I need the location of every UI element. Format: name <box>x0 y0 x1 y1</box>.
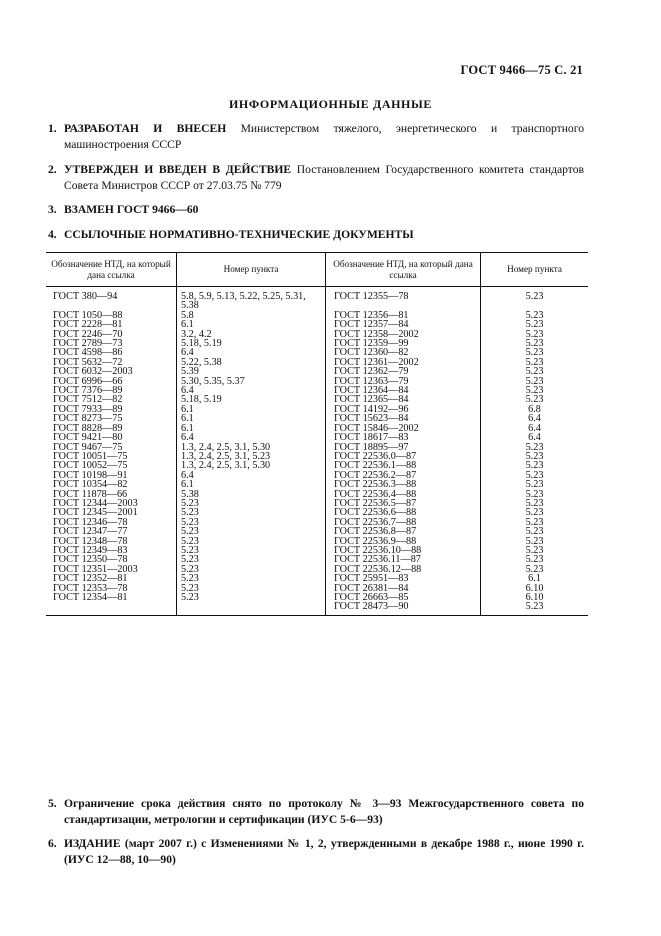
item-number: 5. <box>48 797 57 810</box>
ref-clause-right: 5.23 <box>481 367 589 376</box>
col-header-ntd-left: Обозначение НТД, на который дана ссылка <box>46 253 177 287</box>
ref-clause-right: 6.8 <box>481 405 589 414</box>
ref-doc-right: ГОСТ 22536.6—88 <box>326 508 481 517</box>
ref-doc-right: ГОСТ 14192—96 <box>326 405 481 414</box>
ref-doc-right: ГОСТ 22536.0—87 <box>326 452 481 461</box>
item-number: 1. <box>48 122 57 135</box>
ref-clause-left: 5.23 <box>177 518 326 527</box>
ref-clause-right: 5.23 <box>481 461 589 470</box>
ref-doc-left: ГОСТ 12347—77 <box>53 526 128 538</box>
info-item-1 <box>48 121 584 153</box>
ref-clause-left: 5.30, 5.35, 5.37 <box>177 377 326 386</box>
ref-doc-left: ГОСТ 11878—66 <box>53 488 128 500</box>
ref-doc-left: ГОСТ 12344—2003 <box>53 497 138 509</box>
item-number: 4. <box>48 228 57 241</box>
table-row <box>46 348 588 357</box>
ref-doc-right: ГОСТ 12359—99 <box>326 339 481 348</box>
ref-doc-left: ГОСТ 10051—75 <box>53 450 128 462</box>
ref-clause-right: 6.10 <box>481 593 589 602</box>
ref-clause-left: 3.2, 4.2 <box>177 330 326 339</box>
ref-doc-left: ГОСТ 7933—89 <box>53 403 123 415</box>
ref-clause-left: 5.23 <box>177 527 326 536</box>
info-item-2 <box>48 162 584 194</box>
ref-doc-right: ГОСТ 12356—81 <box>326 311 481 320</box>
ref-doc-right: ГОСТ 22536.12—88 <box>326 565 481 574</box>
ref-clause-left: 5.23 <box>177 499 326 508</box>
ref-clause-left: 5.39 <box>177 367 326 376</box>
ref-doc-left: ГОСТ 8828—89 <box>53 422 123 434</box>
item-bold: ССЫЛОЧНЫЕ НОРМАТИВНО-ТЕХНИЧЕСКИЕ ДОКУМЕНТЫ <box>64 228 414 241</box>
table-row <box>46 367 588 376</box>
ref-clause-right: 5.23 <box>481 471 589 480</box>
references-table <box>46 252 588 616</box>
ref-clause-left: 6.4 <box>177 433 326 442</box>
ref-clause-left: 5.38 <box>177 490 326 499</box>
table-row <box>46 602 588 615</box>
ref-clause-left: 1.3, 2.4, 2.5, 3.1, 5.30 <box>177 461 326 470</box>
item-number: 3. <box>48 203 57 216</box>
ref-doc-right: ГОСТ 12362—79 <box>326 367 481 376</box>
ref-doc-right: ГОСТ 12355—78 <box>326 287 481 311</box>
ref-clause-left: 6.4 <box>177 386 326 395</box>
ref-clause-right: 6.1 <box>481 574 589 583</box>
ref-doc-right: ГОСТ 28473—90 <box>326 602 481 615</box>
ref-doc-left <box>46 602 177 615</box>
ref-clause-right: 5.23 <box>481 358 589 367</box>
ref-clause-right: 5.23 <box>481 546 589 555</box>
table-row <box>46 433 588 442</box>
table-row <box>46 377 588 386</box>
ref-clause-right: 6.4 <box>481 414 589 423</box>
ref-doc-left: ГОСТ 1050—88 <box>53 309 123 321</box>
ref-doc-left: ГОСТ 12352—81 <box>53 573 128 585</box>
ref-clause-right: 5.23 <box>481 311 589 320</box>
ref-doc-right: ГОСТ 22536.5—87 <box>326 499 481 508</box>
info-item-3 <box>48 202 584 218</box>
page-title: ИНФОРМАЦИОННЫЕ ДАННЫЕ <box>229 97 432 111</box>
ref-clause-right: 5.23 <box>481 537 589 546</box>
ref-clause-right: 5.23 <box>481 480 589 489</box>
ref-doc-left: ГОСТ 6032—2003 <box>53 366 133 378</box>
ref-doc-right: ГОСТ 12361—2002 <box>326 358 481 367</box>
ref-doc-right: ГОСТ 22536.9—88 <box>326 537 481 546</box>
table-header-row <box>46 253 588 287</box>
info-item-6 <box>48 836 584 868</box>
ref-clause-right: 5.23 <box>481 555 589 564</box>
ref-clause-left: 5.8 <box>177 311 326 320</box>
ref-clause-right: 5.23 <box>481 602 589 615</box>
col-header-clause-left: Номер пункта <box>177 253 326 287</box>
ref-doc-left: ГОСТ 2228—81 <box>53 319 123 331</box>
ref-doc-left: ГОСТ 12350—78 <box>53 554 128 566</box>
ref-clause-left: 5.18, 5.19 <box>177 395 326 404</box>
ref-clause-left: 5.8, 5.9, 5.13, 5.22, 5.25, 5.31, 5.38 <box>177 287 326 311</box>
ref-doc-left: ГОСТ 380—94 <box>53 291 118 302</box>
ref-clause-right: 6.4 <box>481 424 589 433</box>
ref-doc-right: ГОСТ 12365—84 <box>326 395 481 404</box>
ref-clause-right: 5.23 <box>481 490 589 499</box>
ref-doc-right: ГОСТ 22536.1—88 <box>326 461 481 470</box>
ref-doc-right: ГОСТ 22536.8—87 <box>326 527 481 536</box>
ref-doc-right: ГОСТ 26663—85 <box>326 593 481 602</box>
table-row <box>46 287 588 311</box>
item-text: Постановлением Государственного комитета стандартов Совета Министров СССР от 27.03.75 № 779 <box>64 163 584 192</box>
ref-clause-right: 6.10 <box>481 584 589 593</box>
ref-doc-left: ГОСТ 12351—2003 <box>53 563 138 575</box>
ref-clause-left: 1.3, 2.4, 2.5, 3.1, 5.23 <box>177 452 326 461</box>
ref-clause-left: 6.1 <box>177 480 326 489</box>
ref-doc-right: ГОСТ 22536.11—87 <box>326 555 481 564</box>
ref-doc-left: ГОСТ 12349—83 <box>53 544 128 556</box>
table-row <box>46 424 588 433</box>
ref-doc-right: ГОСТ 15846—2002 <box>326 424 481 433</box>
ref-doc-right: ГОСТ 22536.3—88 <box>326 480 481 489</box>
ref-doc-right: ГОСТ 12357—84 <box>326 320 481 329</box>
ref-doc-right: ГОСТ 18895—97 <box>326 443 481 452</box>
ref-doc-left: ГОСТ 6996—66 <box>53 375 123 387</box>
ref-doc-left: ГОСТ 2246—70 <box>53 328 123 340</box>
info-item-4 <box>48 227 584 243</box>
item-bold: УТВЕРЖДЕН И ВВЕДЕН В ДЕЙСТВИЕ <box>64 163 292 176</box>
ref-clause-right: 5.23 <box>481 508 589 517</box>
ref-doc-left: ГОСТ 7376—89 <box>53 385 123 397</box>
ref-clause-left: 1.3, 2.4, 2.5, 3.1, 5.30 <box>177 443 326 452</box>
col-header-clause-right: Номер пункта <box>481 253 589 287</box>
ref-clause-left <box>177 602 326 615</box>
item-text: Министерством тяжелого, энергетического и транспортного машиностроения СССР <box>64 122 584 151</box>
ref-doc-left: ГОСТ 12354—81 <box>53 592 128 603</box>
ref-clause-left: 6.1 <box>177 320 326 329</box>
ref-clause-right: 5.23 <box>481 518 589 527</box>
info-item-5 <box>48 796 584 828</box>
ref-doc-right: ГОСТ 22536.4—88 <box>326 490 481 499</box>
ref-clause-right: 5.23 <box>481 527 589 536</box>
ref-doc-left: ГОСТ 10198—91 <box>53 469 128 481</box>
ref-clause-right: 5.23 <box>481 395 589 404</box>
ref-doc-right: ГОСТ 22536.10—88 <box>326 546 481 555</box>
ref-doc-right: ГОСТ 22536.2—87 <box>326 471 481 480</box>
ref-clause-left: 5.23 <box>177 593 326 602</box>
col-header-ntd-right: Обозначение НТД, на который дана ссылка <box>326 253 481 287</box>
ref-doc-right: ГОСТ 12364—84 <box>326 386 481 395</box>
ref-doc-left: ГОСТ 12345—2001 <box>53 507 138 519</box>
item-bold: РАЗРАБОТАН И ВНЕСЕН <box>64 122 227 135</box>
ref-clause-right: 6.4 <box>481 433 589 442</box>
ref-clause-right: 5.23 <box>481 339 589 348</box>
ref-clause-left: 5.22, 5.38 <box>177 358 326 367</box>
ref-clause-left: 5.23 <box>177 555 326 564</box>
ref-doc-left: ГОСТ 4598—86 <box>53 347 123 359</box>
ref-clause-left: 5.23 <box>177 574 326 583</box>
item-number: 6. <box>48 837 57 850</box>
ref-doc-left: ГОСТ 8273—75 <box>53 413 123 425</box>
ref-clause-left: 6.1 <box>177 405 326 414</box>
ref-clause-left: 5.23 <box>177 565 326 574</box>
table-row <box>46 330 588 339</box>
table-row <box>46 386 588 395</box>
ref-clause-left: 5.23 <box>177 537 326 546</box>
table-row <box>46 480 588 489</box>
table-body <box>46 287 588 616</box>
ref-doc-right: ГОСТ 12363—79 <box>326 377 481 386</box>
table-row <box>46 311 588 320</box>
ref-clause-left: 6.1 <box>177 424 326 433</box>
ref-doc-left: ГОСТ 5632—72 <box>53 356 123 368</box>
ref-doc-left: ГОСТ 10354—82 <box>53 479 128 491</box>
table-row <box>46 405 588 414</box>
page-header: ГОСТ 9466—75 С. 21 <box>460 63 583 77</box>
ref-clause-right: 5.23 <box>481 443 589 452</box>
ref-clause-left: 6.4 <box>177 348 326 357</box>
item-bold: Ограничение срока действия снято по протоколу № 3—93 Межгосударственного совета по стандартизации, метрологии и сертификации (ИУС 5-6—93) <box>64 797 584 826</box>
ref-clause-right: 5.23 <box>481 565 589 574</box>
ref-clause-right: 5.23 <box>481 386 589 395</box>
item-bold: ВЗАМЕН ГОСТ 9466—60 <box>64 203 199 216</box>
item-number: 2. <box>48 163 57 176</box>
ref-clause-left: 6.1 <box>177 414 326 423</box>
ref-doc-right: ГОСТ 25951—83 <box>326 574 481 583</box>
ref-doc-right: ГОСТ 18617—83 <box>326 433 481 442</box>
ref-clause-right: 5.23 <box>481 348 589 357</box>
table-row <box>46 593 588 602</box>
table-row <box>46 339 588 348</box>
ref-doc-left: ГОСТ 9421—80 <box>53 432 123 444</box>
ref-doc-left: ГОСТ 10052—75 <box>53 460 128 472</box>
ref-doc-left: ГОСТ 12348—78 <box>53 535 128 547</box>
ref-clause-left: 5.23 <box>177 508 326 517</box>
table-row <box>46 320 588 329</box>
ref-clause-right: 5.23 <box>481 452 589 461</box>
ref-clause-right: 5.23 <box>481 330 589 339</box>
item-bold: ИЗДАНИЕ (март 2007 г.) с Изменениями № 1, 2, утвержденными в декабре 1988 г., июне 1990 г. (ИУС 12—88, 10—90) <box>64 837 584 866</box>
ref-doc-left: ГОСТ 12346—78 <box>53 516 128 528</box>
ref-doc-right: ГОСТ 22536.7—88 <box>326 518 481 527</box>
ref-clause-left: 6.4 <box>177 471 326 480</box>
ref-doc-right: ГОСТ 15623—84 <box>326 414 481 423</box>
ref-clause-right: 5.23 <box>481 377 589 386</box>
ref-clause-right: 5.23 <box>481 287 589 311</box>
ref-doc-right: ГОСТ 12358—2002 <box>326 330 481 339</box>
ref-doc-left: ГОСТ 2789—73 <box>53 338 123 350</box>
table-row <box>46 395 588 404</box>
ref-clause-right: 5.23 <box>481 499 589 508</box>
ref-clause-right: 5.23 <box>481 320 589 329</box>
ref-doc-right: ГОСТ 26381—84 <box>326 584 481 593</box>
ref-clause-left: 5.18, 5.19 <box>177 339 326 348</box>
table-row <box>46 414 588 423</box>
ref-doc-left: ГОСТ 7512—82 <box>53 394 123 406</box>
ref-clause-left: 5.23 <box>177 584 326 593</box>
ref-clause-left: 5.23 <box>177 546 326 555</box>
ref-doc-left: ГОСТ 12353—78 <box>53 582 128 594</box>
ref-doc-left: ГОСТ 9467—75 <box>53 441 123 453</box>
ref-doc-right: ГОСТ 12360—82 <box>326 348 481 357</box>
